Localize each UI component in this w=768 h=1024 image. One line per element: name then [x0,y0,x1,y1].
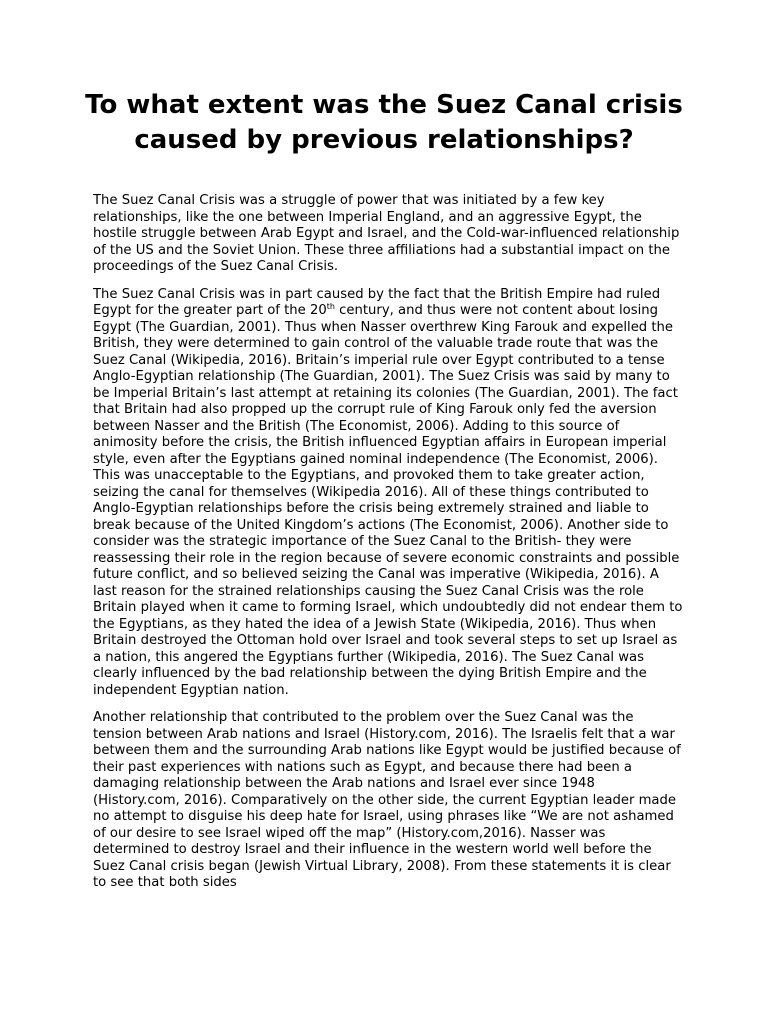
ordinal-suffix: th [326,302,335,311]
paragraph-british-empire-text-end: century, and thus were not content about losing Egypt (The Guardian, 2001). Thus when Nasser overthrew King Farouk and expelled the British, they were determined to gain control of the valuable trade route that was the Suez Canal (Wikipedia, 2016). Britain’s imperial rule over Egypt contributed to a tense Anglo-Egyptian relationship (The Guardian, 2001). The Suez Crisis was said by many to be Imperial Britain’s last attempt at retaining its colonies (The Guardian, 2001). The fact that Britain had also propped up the corrupt rule of King Farouk only fed the aversion between Nasser and the British (The Economist, 2006). Adding to this source of animosity before the crisis, the British influenced Egyptian affairs in European imperial style, even after the Egyptians gained nominal independence (The Economist, 2006). This was unacceptable to the Egyptians, and provoked them to take greater action, seizing the canal for themselves (Wikipedia 2016). All of these things contributed to Anglo-Egyptian relationships before the crisis being extremely strained and liable to break because of the United Kingdom’s actions (The Economist, 2006). Another side to consider was the strategic importance of the Suez Canal to the British- they were reassessing their role in the region because of severe economic constraints and possible future conflict, and so believed seizing the Canal was imperative (Wikipedia, 2016). A last reason for the strained relationships causing the Suez Canal Crisis was the role Britain played when it came to forming Israel, which undoubtedly did not endear them to the Egyptians, as they hated the idea of a Jewish State (Wikipedia, 2016). Thus when Britain destroyed the Ottoman hold over Israel and took several steps to set up Israel as a nation, this angered the Egyptians further (Wikipedia, 2016). The Suez Canal was clearly influenced by the bad relationship between the dying British Empire and the independent Egyptian nation. [93,303,683,698]
document-title: To what extent was the Suez Canal crisis caused by previous relationships? [85,90,683,155]
paragraph-british-empire [93,287,685,700]
paragraph-british-empire-text-start: The Suez Canal Crisis was in part caused by the fact that the British Empire had ruled Egypt for the greater part of the 20 [93,286,661,318]
paragraph-intro: The Suez Canal Crisis was a struggle of power that was initiated by a few key relationships, like the one between Imperial England, and an aggressive Egypt, the hostile struggle between Arab Egypt and Israel, and the Cold-war-influenced relationship of the US and the Soviet Union. These three affiliations had a substantial impact on the proceedings of the Suez Canal Crisis. [93,193,680,274]
paragraph-arab-israel: Another relationship that contributed to the problem over the Suez Canal was the tension between Arab nations and Israel (History.com, 2016). The Israelis felt that a war between them and the surrounding Arab nations like Egypt would be justified because of their past experiences with nations such as Egypt, and because there had been a damaging relationship between the Arab nations and Israel ever since 1948 (History.com, 2016). Comparatively on the other side, the current Egyptian leader made no attempt to disguise his deep hate for Israel, using phrases like “We are not ashamed of our desire to see Israel wiped off the map” (History.com,2016). Nasser was determined to destroy Israel and their influence in the western world well before the Suez Canal crisis began (Jewish Virtual Library, 2008). From these statements it is clear to see that both sides [93,710,681,890]
document-body [93,193,685,891]
